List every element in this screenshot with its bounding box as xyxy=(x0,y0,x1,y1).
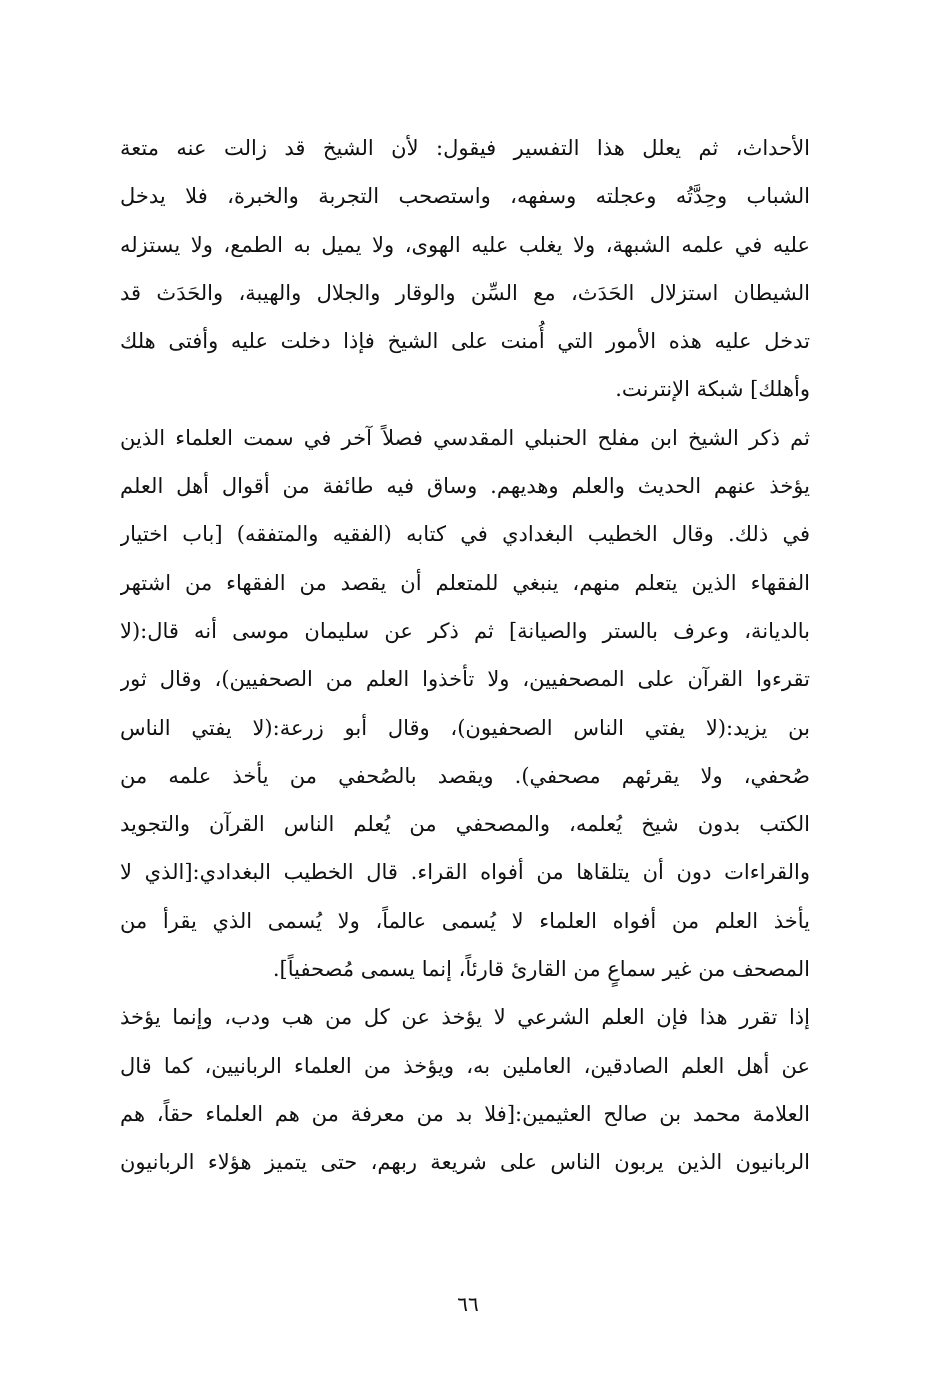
text-line: الربانيون الذين يربون الناس على شريعة ربهم، حتى يتميز هؤلاء الربانيون xyxy=(120,1150,810,1175)
text-line: والقراءات دون أن يتلقاها من أفواه القراء. قال الخطيب البغدادي:[الذي لا xyxy=(120,860,810,885)
body-text xyxy=(120,124,810,1187)
text-line: الأحداث، ثم يعلل هذا التفسير فيقول: لأن الشيخ قد زالت عنه متعة xyxy=(120,136,810,160)
text-line: في ذلك. وقال الخطيب البغدادي في كتابه (الفقيه والمتفقه) [باب اختيار xyxy=(120,522,810,547)
paragraph-last-line: المصحف من غير سماعٍ من القارئ قارئاً، إنما يسمى مُصحفياً]. xyxy=(272,957,810,982)
text-line: تقرءوا القرآن على المصحفيين، ولا تأخذوا العلم من الصحفيين)، وقال ثور xyxy=(120,667,810,692)
text-line: إذا تقرر هذا فإن العلم الشرعي لا يؤخذ عن كل من هب ودب، وإنما يؤخذ xyxy=(120,1005,810,1030)
text-line: عن أهل العلم الصادقين، العاملين به، ويؤخذ من العلماء الربانيين، كما قال xyxy=(120,1053,810,1078)
text-line: بالديانة، وعرف بالستر والصيانة] ثم ذكر عن سليمان موسى أنه قال:(لا xyxy=(120,618,810,643)
text-line: يؤخذ عنهم الحديث والعلم وهديهم. وساق فيه طائفة من أقوال أهل العلم xyxy=(120,474,810,499)
text-line: عليه في علمه الشبهة، ولا يغلب عليه الهوى، ولا يميل به الطمع، ولا يستزله xyxy=(120,232,810,257)
paragraph-last-line: وأهلك] شبكة الإنترنت. xyxy=(615,377,810,402)
text-line: الكتب بدون شيخ يُعلمه، والمصحفي من يُعلم الناس القرآن والتجويد xyxy=(120,812,810,837)
text-line: الفقهاء الذين يتعلم منهم، ينبغي للمتعلم أن يقصد من الفقهاء من اشتهر xyxy=(120,570,810,595)
text-line: العلامة محمد بن صالح العثيمين:[فلا بد من معرفة من هم العلماء حقاً، هم xyxy=(120,1101,810,1126)
text-line: ثم ذكر الشيخ ابن مفلح الحنبلي المقدسي فصلاً آخر في سمت العلماء الذين xyxy=(120,425,810,450)
text-line: الشيطان استزلال الحَدَث، مع السِّن والوقار والجلال والهيبة، والحَدَث قد xyxy=(120,280,810,305)
text-line: بن يزيد:(لا يفتي الناس الصحفيون)، وقال أبو زرعة:(لا يفتي الناس xyxy=(120,715,810,740)
text-line: تدخل عليه هذه الأمور التي أُمنت على الشيخ فإذا دخلت عليه وأفتى هلك xyxy=(120,329,810,354)
text-line: الشباب وحِدَّتُه وعجلته وسفهه، واستصحب التجربة والخبرة، فلا يدخل xyxy=(120,184,810,209)
page-number: ٦٦ xyxy=(457,1292,479,1316)
text-line: صُحفي، ولا يقرئهم مصحفي). ويقصد بالصُحفي من يأخذ علمه من xyxy=(120,763,810,788)
text-line: يأخذ العلم من أفواه العلماء لا يُسمى عالماً، ولا يُسمى الذي يقرأ من xyxy=(120,908,810,933)
